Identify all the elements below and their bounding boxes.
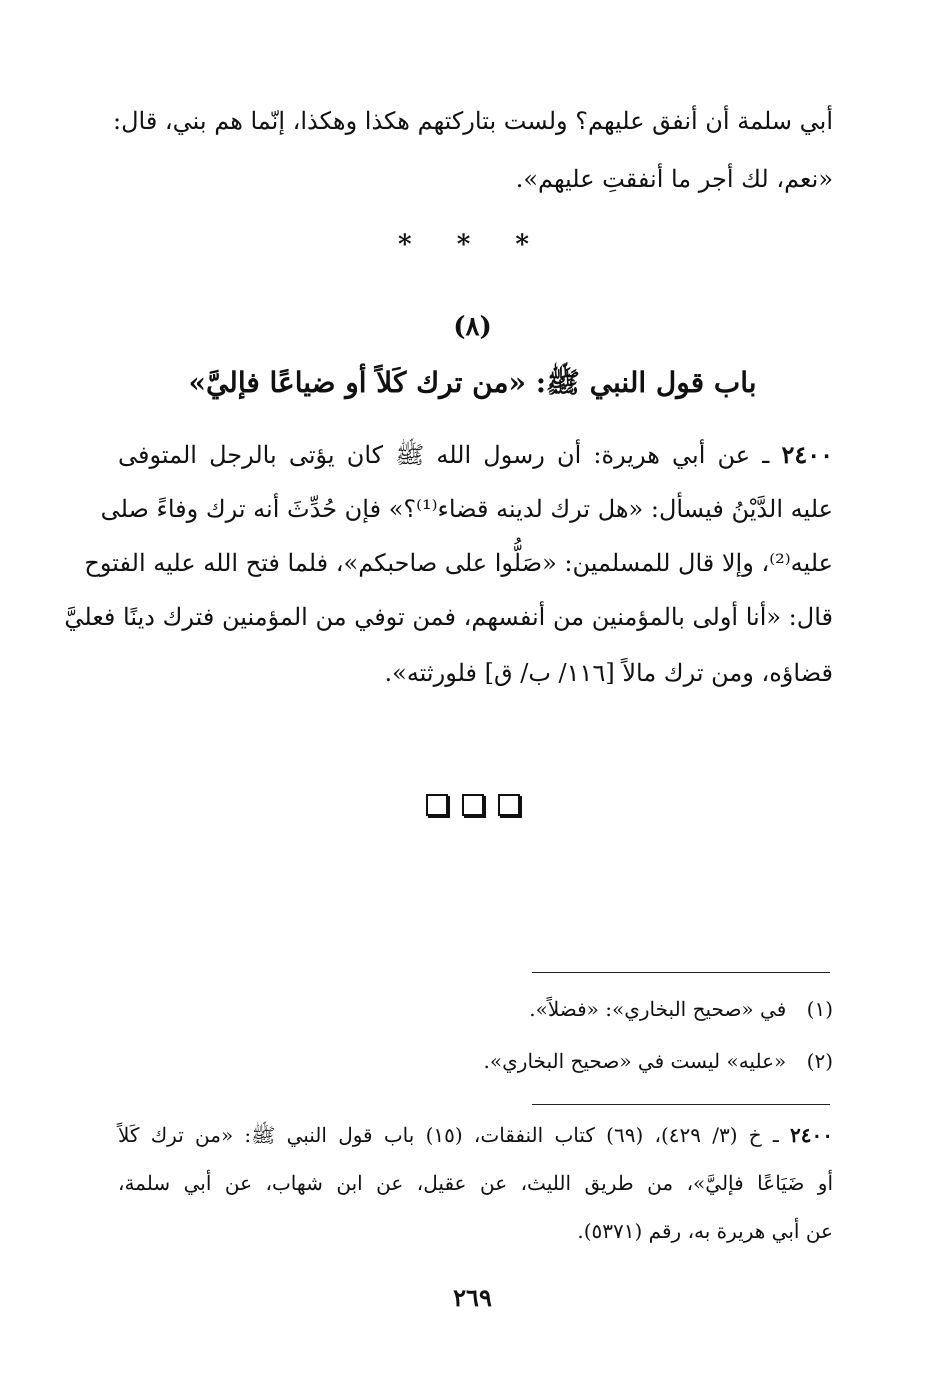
section-end-ornament <box>0 794 945 816</box>
source-line-3: عن أبي هريرة به، رقم (٥٣٧١). <box>577 1219 833 1243</box>
source-line-2: أو ضَيَاعًا فإليَّ»، من طريق الليث، عن عقيل، عن ابن شهاب، عن أبي سلمة، <box>118 1171 834 1195</box>
footnote-2 <box>484 1046 833 1076</box>
source-line-1 <box>118 1120 833 1150</box>
intro-line-2: «نعم، لك أجر ما أنفقتِ عليهم». <box>515 165 833 193</box>
ornament-box <box>498 794 520 816</box>
hadith-line-4: قال: «أنا أولى بالمؤمنين من أنفسهم، فمن توفي من المؤمنين فترك دينًا فعليَّ <box>64 603 833 631</box>
chapter-number: (٨) <box>453 312 492 342</box>
hadith-number: ٢٤٠٠ <box>781 440 834 469</box>
footnote-rule <box>532 972 830 973</box>
ornament-box <box>462 794 484 816</box>
page-number: ٢٦٩ <box>453 1283 492 1312</box>
hadith-line-2: عليه الدَّيْنُ فيسأل: «هل ترك لدينه قضاء⁽¹⁾؟» فإن حُدِّثَ أنه ترك وفاءً صلى <box>100 495 833 523</box>
ornament-box <box>426 794 448 816</box>
footnote-1-text: في «صحيح البخاري»: «فضلاً». <box>529 997 787 1021</box>
intro-line-1: أبي سلمة أن أنفق عليهم؟ ولست بتاركتهم هكذا وهكذا، إنّما هم بني، قال: <box>112 107 833 135</box>
footnote-1-number: (١) <box>806 997 833 1021</box>
hadith-line-1-text: ـ عن أبي هريرة: أن رسول الله ﷺ كان يؤتى بالرجل المتوفى <box>118 441 770 469</box>
section-separator: * * * <box>398 230 547 260</box>
footnote-1 <box>529 994 833 1024</box>
hadith-line-3: عليه⁽²⁾، وإلا قال للمسلمين: «صَلُّوا على صاحبكم»، فلما فتح الله عليه الفتوح <box>84 549 833 577</box>
footnote-2-number: (٢) <box>806 1049 833 1073</box>
chapter-title: باب قول النبي ﷺ: «من ترك كَلاً أو ضياعًا فإليَّ» <box>188 366 757 399</box>
source-line-1-text: ـ خ (٣/ ٤٢٩)، (٦٩) كتاب النفقات، (١٥) باب قول النبي ﷺ: «من ترك كَلاً <box>118 1123 779 1147</box>
hadith-line-1 <box>118 438 833 472</box>
source-rule <box>532 1104 830 1105</box>
source-number: ٢٤٠٠ <box>790 1123 834 1147</box>
footnote-2-text: «عليه» ليست في «صحيح البخاري». <box>483 1049 787 1073</box>
hadith-line-5: قضاؤه، ومن ترك مالاً [١١٦/ ب/ ق] فلورثته». <box>384 659 833 687</box>
